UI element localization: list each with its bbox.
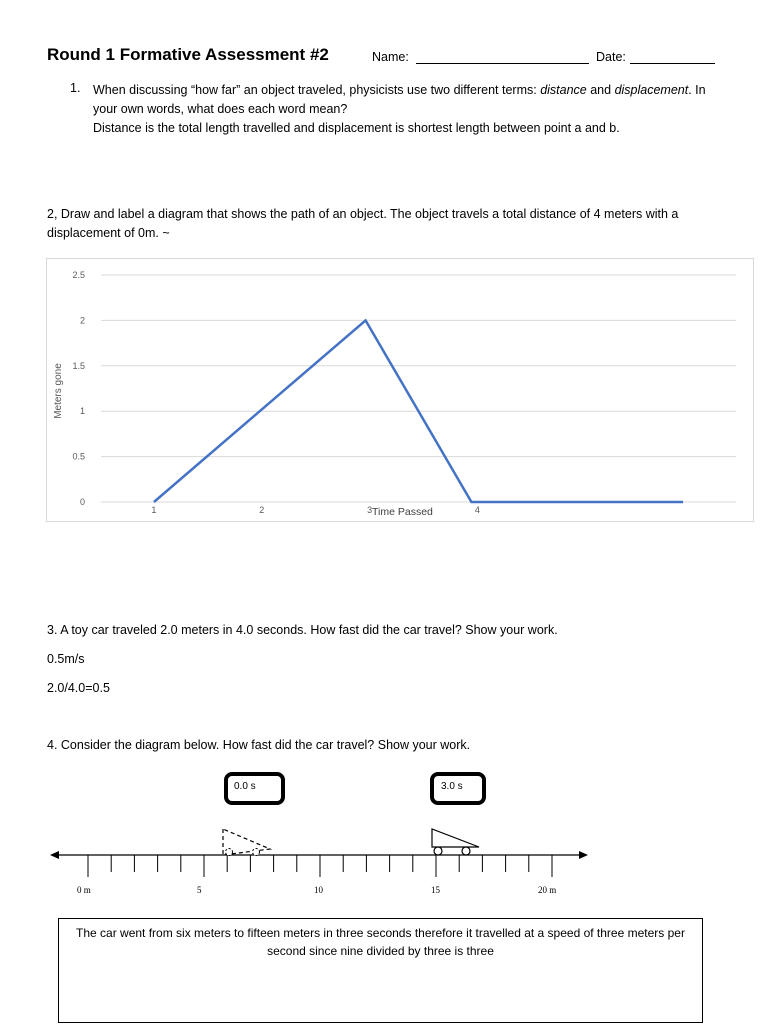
- chart-y-tick-label: 1.5: [72, 360, 85, 371]
- question-3-work: 2.0/4.0=0.5: [47, 681, 110, 695]
- number-line-ticks: [88, 855, 552, 877]
- page-title: Round 1 Formative Assessment #2: [47, 45, 329, 64]
- question-1-answer: Distance is the total length travelled and displacement is shortest length between point a and b.: [93, 121, 620, 135]
- term-distance: distance: [540, 83, 587, 97]
- chart-y-tick-label: 2.5: [72, 270, 85, 280]
- axis-label-15: 15: [431, 885, 440, 895]
- start-timer-label: 0.0 s: [234, 781, 256, 792]
- date-label: Date:: [596, 50, 626, 64]
- end-timer-label: 3.0 s: [441, 781, 463, 792]
- name-field-line[interactable]: [416, 63, 589, 64]
- question-4-answer: The car went from six meters to fifteen meters in three seconds therefore it travelled at a speed of three meters per second since nine divided by three is three: [76, 926, 685, 958]
- chart-y-axis-label: Meters gone: [53, 363, 64, 419]
- chart-y-tick-label: 0.5: [72, 451, 85, 462]
- axis-label-20: 20 m: [538, 885, 557, 895]
- left-arrow-icon: [50, 851, 59, 859]
- chart-svg: [47, 259, 753, 521]
- term-displacement: displacement: [614, 83, 689, 97]
- car-start-position: [223, 829, 270, 856]
- question-1-prompt: When discussing “how far” an object traveled, physicists use two different terms: distance and displacement. In your own words, what does each word mean?: [93, 83, 706, 116]
- question-3-prompt: 3. A toy car traveled 2.0 meters in 4.0 seconds. How fast did the car travel? Show your work.: [47, 623, 558, 637]
- question-1: [93, 81, 713, 138]
- chart-x-tick-label: 1: [151, 505, 157, 515]
- question-2-prompt: 2, Draw and label a diagram that shows the path of an object. The object travels a total distance of 4 meters with a displacement of 0m. ~: [47, 207, 679, 240]
- chart-y-tick-label: 0: [79, 497, 85, 507]
- question-1-number: 1.: [70, 81, 81, 95]
- car-motion-diagram: [0, 765, 768, 905]
- chart-x-axis-label: Time Passed: [372, 506, 433, 518]
- axis-label-5: 5: [197, 885, 202, 895]
- date-field-line[interactable]: [630, 63, 715, 64]
- chart-x-tick-label: 2: [259, 505, 265, 515]
- axis-label-10: 10: [314, 885, 323, 895]
- chart-y-tick-label: 2: [79, 315, 85, 326]
- right-arrow-icon: [579, 851, 588, 859]
- car-end-position: [432, 829, 479, 855]
- axis-label-0: 0 m: [77, 885, 91, 895]
- name-label: Name:: [372, 50, 409, 64]
- chart-x-tick-label: 4: [474, 505, 480, 515]
- question-4-prompt: 4. Consider the diagram below. How fast did the car travel? Show your work.: [47, 738, 471, 752]
- chart-x-tick-label: 3: [367, 505, 373, 515]
- question-3-answer: 0.5m/s: [47, 652, 85, 666]
- distance-time-chart: [46, 258, 754, 522]
- chart-y-tick-label: 1: [79, 406, 85, 417]
- question-4-answer-box[interactable]: [58, 918, 703, 1023]
